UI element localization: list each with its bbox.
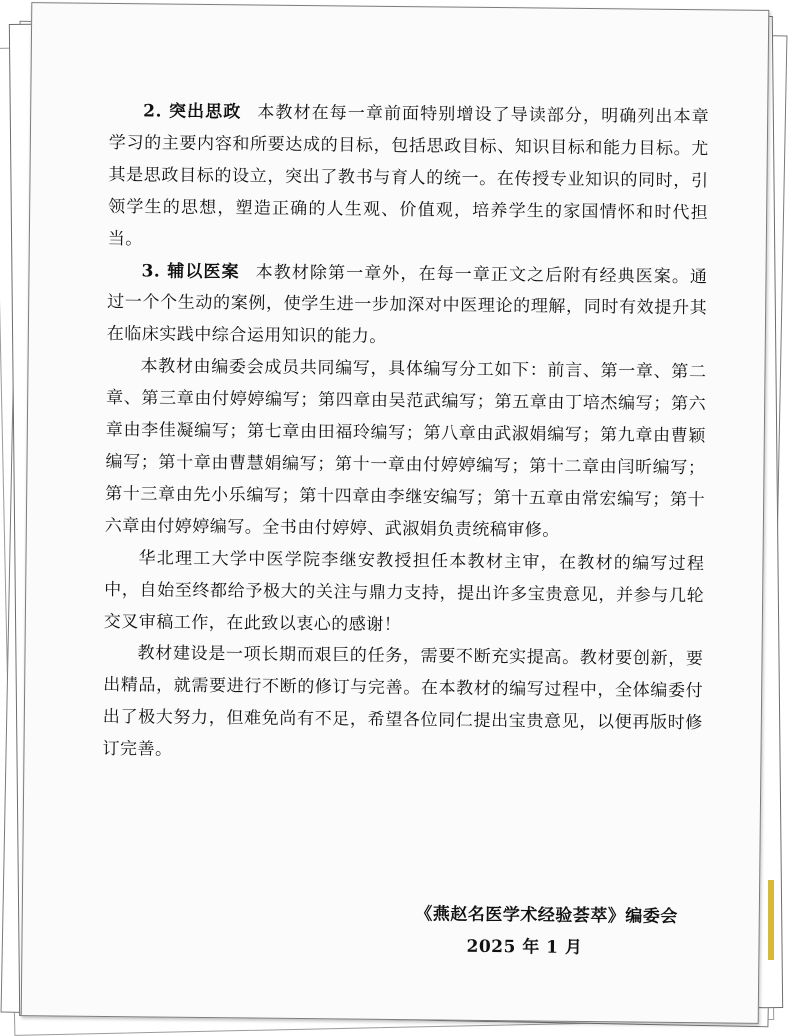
- section-3-paragraph: [107, 256, 708, 358]
- signature-organization: 《燕赵名医学术经验荟萃》编委会: [415, 904, 678, 927]
- sheet-edge-accent: [768, 880, 774, 960]
- section-2-body: 本教材在每一章前面特别增设了导读部分，明确列出本章学习的主要内容和所要达成的目标，包括思政目标、知识目标和能力目标。尤其是思政目标的设立，突出了教书与育人的统一。在传授专业知识的同时，引领学生的思想，塑造正确的人生观、价值观，培养学生的家国情怀和时代担当。: [107, 102, 710, 249]
- section-3-heading: 3. 辅以医案: [141, 260, 240, 282]
- closing-paragraph: 教材建设是一项长期而艰巨的任务，需要不断充实提高。教材要创新，要出精品，就需要进行不断的修订与完善。在本教材的编写过程中，全体编委付出了极大努力，但难免尚有不足，希望各位同仁提出宝贵意见，以便再版时修订完善。: [102, 643, 704, 760]
- signature-date: 2025 年 1 月: [466, 936, 583, 958]
- section-2-heading: 2. 突出思政: [143, 101, 242, 123]
- section-3-body: 本教材除第一章外，在每一章正文之后附有经典医案。通过一个个生动的案例，使学生进一步加深对中医理论的理解，同时有效提升其在临床实践中综合运用知识的能力。: [106, 262, 708, 348]
- authors-paragraph: 本教材由编委会成员共同编写，具体编写分工如下：前言、第一章、第二章、第三章由付婷婷编写；第四章由吴范武编写；第五章由丁培杰编写；第六章由李佳凝编写；第七章由田福玲编写；第八章由武淑娟编写；第九章由曹颖编写；第十章由曹慧娟编写；第十一章由付婷婷编写；第十二章由闫昕编写；第十三章由先小乐编写；第十四章由李继安编写；第十五章由常宏编写；第十六章由付婷婷编写。全书由付婷婷、武淑娟负责统稿审修。: [104, 356, 707, 541]
- page-content: [102, 96, 709, 772]
- section-2-paragraph: [108, 96, 710, 262]
- document-page: [21, 2, 770, 1024]
- thanks-paragraph: 华北理工大学中医学院李继安教授担任本教材主审，在教材的编写过程中，自始至终都给予极大的关注与鼎力支持，提出许多宝贵意见，并参与几轮交叉审稿工作，在此致以衷心的感谢！: [103, 548, 705, 635]
